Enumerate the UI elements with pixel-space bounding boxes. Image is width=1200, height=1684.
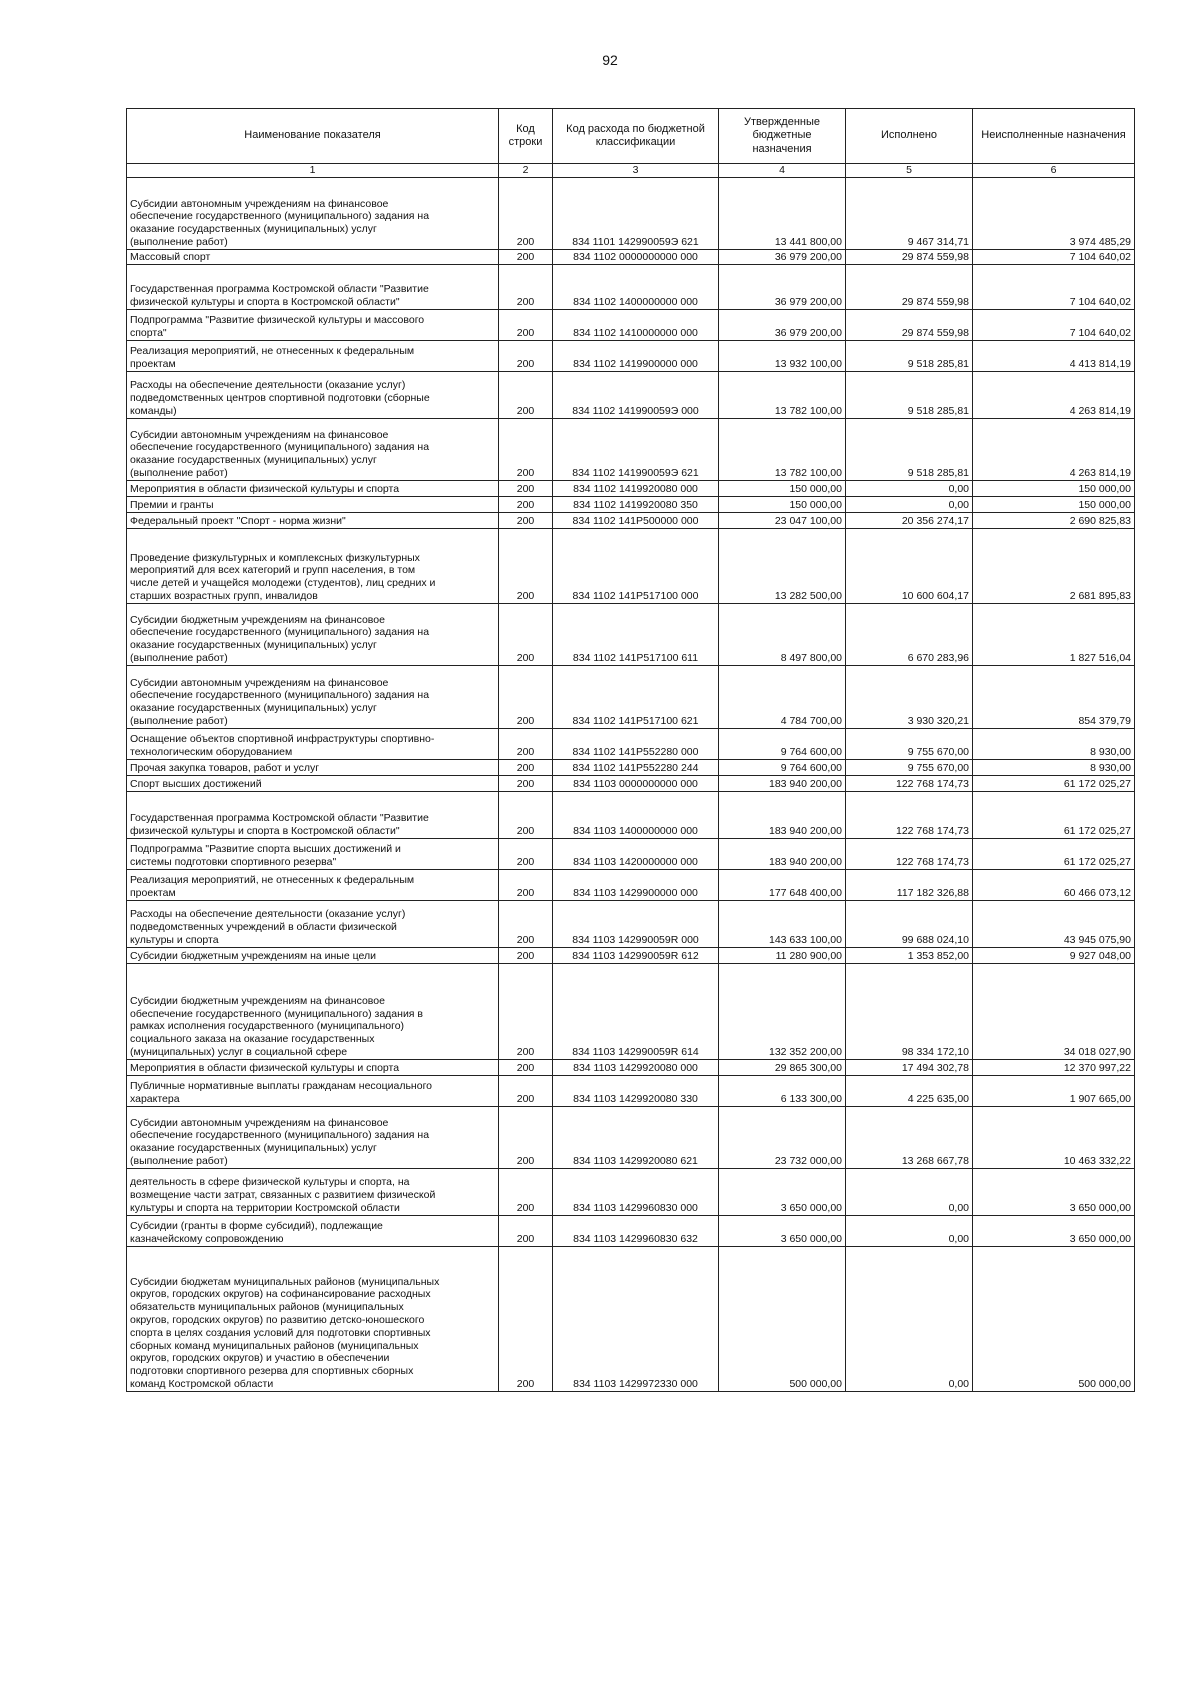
budget-code: 834 1102 141990059Э 000 xyxy=(553,371,719,418)
executed-amount: 98 334 172,10 xyxy=(846,963,973,1059)
table-row xyxy=(127,249,1135,264)
line-code: 200 xyxy=(499,900,553,947)
unexecuted-amount: 7 104 640,02 xyxy=(973,249,1135,264)
header-indicator-name: Наименование показателя xyxy=(127,109,499,164)
table-row xyxy=(127,603,1135,665)
indicator-name: Реализация мероприятий, не отнесенных к федеральным проектам xyxy=(127,340,499,371)
approved-amount: 36 979 200,00 xyxy=(719,309,846,340)
unexecuted-amount: 7 104 640,02 xyxy=(973,264,1135,309)
approved-amount: 29 865 300,00 xyxy=(719,1059,846,1075)
unexecuted-amount: 12 370 997,22 xyxy=(973,1059,1135,1075)
budget-code: 834 1103 1429960830 632 xyxy=(553,1215,719,1246)
budget-code: 834 1103 1429960830 000 xyxy=(553,1168,719,1215)
line-code: 200 xyxy=(499,963,553,1059)
column-number: 5 xyxy=(846,164,973,178)
indicator-name: Подпрограмма "Развитие спорта высших достижений и системы подготовки спортивного резерва" xyxy=(127,838,499,869)
indicator-name: Массовый спорт xyxy=(127,249,499,264)
table-row xyxy=(127,900,1135,947)
table-row xyxy=(127,177,1135,249)
unexecuted-amount: 61 172 025,27 xyxy=(973,791,1135,838)
unexecuted-amount: 1 827 516,04 xyxy=(973,603,1135,665)
table-row xyxy=(127,512,1135,528)
approved-amount: 11 280 900,00 xyxy=(719,947,846,963)
executed-amount: 99 688 024,10 xyxy=(846,900,973,947)
executed-amount: 3 930 320,21 xyxy=(846,665,973,728)
unexecuted-amount: 9 927 048,00 xyxy=(973,947,1135,963)
budget-code: 834 1102 141P552280 244 xyxy=(553,759,719,775)
line-code: 200 xyxy=(499,665,553,728)
table-row xyxy=(127,371,1135,418)
line-code: 200 xyxy=(499,603,553,665)
executed-amount: 122 768 174,73 xyxy=(846,775,973,791)
table-row xyxy=(127,665,1135,728)
line-code: 200 xyxy=(499,249,553,264)
budget-code: 834 1101 142990059Э 621 xyxy=(553,177,719,249)
header-unexecuted: Неисполненные назначения xyxy=(973,109,1135,164)
indicator-name: Расходы на обеспечение деятельности (оказание услуг) подведомственных учреждений в области физической культуры и спорта xyxy=(127,900,499,947)
approved-amount: 183 940 200,00 xyxy=(719,791,846,838)
unexecuted-amount: 854 379,79 xyxy=(973,665,1135,728)
budget-code: 834 1102 1410000000 000 xyxy=(553,309,719,340)
line-code: 200 xyxy=(499,177,553,249)
indicator-name: Расходы на обеспечение деятельности (оказание услуг) подведомственных центров спортивной подготовки (сборные команды) xyxy=(127,371,499,418)
unexecuted-amount: 61 172 025,27 xyxy=(973,838,1135,869)
budget-code: 834 1102 1419920080 350 xyxy=(553,496,719,512)
budget-code: 834 1102 1400000000 000 xyxy=(553,264,719,309)
budget-code: 834 1102 0000000000 000 xyxy=(553,249,719,264)
line-code: 200 xyxy=(499,1168,553,1215)
approved-amount: 13 782 100,00 xyxy=(719,371,846,418)
executed-amount: 17 494 302,78 xyxy=(846,1059,973,1075)
indicator-name: Субсидии бюджетным учреждениям на иные цели xyxy=(127,947,499,963)
unexecuted-amount: 43 945 075,90 xyxy=(973,900,1135,947)
table-row xyxy=(127,1075,1135,1106)
budget-code: 834 1103 1429920080 000 xyxy=(553,1059,719,1075)
table-row xyxy=(127,1106,1135,1168)
indicator-name: Премии и гранты xyxy=(127,496,499,512)
indicator-name: Подпрограмма "Развитие физической культуры и массового спорта" xyxy=(127,309,499,340)
unexecuted-amount: 500 000,00 xyxy=(973,1246,1135,1391)
executed-amount: 0,00 xyxy=(846,1168,973,1215)
executed-amount: 9 755 670,00 xyxy=(846,759,973,775)
approved-amount: 150 000,00 xyxy=(719,496,846,512)
approved-amount: 8 497 800,00 xyxy=(719,603,846,665)
header-budget-code: Код расхода по бюджетной классификации xyxy=(553,109,719,164)
table-row xyxy=(127,418,1135,480)
budget-code: 834 1102 1419920080 000 xyxy=(553,480,719,496)
line-code: 200 xyxy=(499,340,553,371)
indicator-name: Мероприятия в области физической культуры и спорта xyxy=(127,1059,499,1075)
unexecuted-amount: 61 172 025,27 xyxy=(973,775,1135,791)
table-row xyxy=(127,869,1135,900)
budget-code: 834 1103 1429920080 330 xyxy=(553,1075,719,1106)
executed-amount: 1 353 852,00 xyxy=(846,947,973,963)
executed-amount: 0,00 xyxy=(846,480,973,496)
executed-amount: 29 874 559,98 xyxy=(846,249,973,264)
table-row xyxy=(127,947,1135,963)
table-row xyxy=(127,759,1135,775)
unexecuted-amount: 2 690 825,83 xyxy=(973,512,1135,528)
line-code: 200 xyxy=(499,528,553,603)
unexecuted-amount: 8 930,00 xyxy=(973,728,1135,759)
approved-amount: 13 782 100,00 xyxy=(719,418,846,480)
indicator-name: Субсидии бюджетам муниципальных районов (муниципальных округов, городских округов) на софинансирование расходных обязательств муниципальных районов (муниципальных округов, городских округов) по развитию детско-юношеского спорта в целях создания условий для подготовки спортивных сборных команд муниципальных районов (муниципальных округов, городских округов) и участию в обеспечении подготовки спортивного резерва для спортивных сборных команд Костромской области xyxy=(127,1246,499,1391)
executed-amount: 4 225 635,00 xyxy=(846,1075,973,1106)
budget-code: 834 1102 141P500000 000 xyxy=(553,512,719,528)
executed-amount: 13 268 667,78 xyxy=(846,1106,973,1168)
executed-amount: 9 518 285,81 xyxy=(846,371,973,418)
approved-amount: 13 932 100,00 xyxy=(719,340,846,371)
executed-amount: 20 356 274,17 xyxy=(846,512,973,528)
indicator-name: Субсидии (гранты в форме субсидий), подлежащие казначейскому сопровождению xyxy=(127,1215,499,1246)
budget-code: 834 1102 141P552280 000 xyxy=(553,728,719,759)
budget-code: 834 1103 142990059R 000 xyxy=(553,900,719,947)
approved-amount: 6 133 300,00 xyxy=(719,1075,846,1106)
indicator-name: Проведение физкультурных и комплексных физкультурных мероприятий для всех категорий и групп населения, в том числе детей и учащейся молодежи (студентов), лиц средних и старших возрастных групп, инвалидов xyxy=(127,528,499,603)
indicator-name: деятельность в сфере физической культуры и спорта, на возмещение части затрат, связанных с развитием физической культуры и спорта на территории Костромской области xyxy=(127,1168,499,1215)
line-code: 200 xyxy=(499,480,553,496)
executed-amount: 117 182 326,88 xyxy=(846,869,973,900)
executed-amount: 9 518 285,81 xyxy=(846,418,973,480)
line-code: 200 xyxy=(499,728,553,759)
line-code: 200 xyxy=(499,264,553,309)
budget-code: 834 1103 1429972330 000 xyxy=(553,1246,719,1391)
unexecuted-amount: 150 000,00 xyxy=(973,496,1135,512)
line-code: 200 xyxy=(499,418,553,480)
approved-amount: 23 047 100,00 xyxy=(719,512,846,528)
table-row xyxy=(127,1168,1135,1215)
unexecuted-amount: 4 263 814,19 xyxy=(973,371,1135,418)
approved-amount: 13 282 500,00 xyxy=(719,528,846,603)
approved-amount: 3 650 000,00 xyxy=(719,1215,846,1246)
approved-amount: 183 940 200,00 xyxy=(719,775,846,791)
table-header-row xyxy=(127,109,1135,164)
table-row xyxy=(127,775,1135,791)
budget-code: 834 1103 0000000000 000 xyxy=(553,775,719,791)
table-body xyxy=(127,177,1135,1391)
budget-code: 834 1103 1420000000 000 xyxy=(553,838,719,869)
line-code: 200 xyxy=(499,1059,553,1075)
unexecuted-amount: 10 463 332,22 xyxy=(973,1106,1135,1168)
unexecuted-amount: 4 413 814,19 xyxy=(973,340,1135,371)
indicator-name: Субсидии автономным учреждениям на финансовое обеспечение государственного (муниципального) задания на оказание государственных (муниципальных) услуг (выполнение работ) xyxy=(127,177,499,249)
column-number: 2 xyxy=(499,164,553,178)
indicator-name: Прочая закупка товаров, работ и услуг xyxy=(127,759,499,775)
budget-code: 834 1103 1400000000 000 xyxy=(553,791,719,838)
unexecuted-amount: 7 104 640,02 xyxy=(973,309,1135,340)
line-code: 200 xyxy=(499,371,553,418)
line-code: 200 xyxy=(499,496,553,512)
header-line-code: Код строки xyxy=(499,109,553,164)
line-code: 200 xyxy=(499,309,553,340)
approved-amount: 500 000,00 xyxy=(719,1246,846,1391)
column-number-row xyxy=(127,164,1135,178)
executed-amount: 6 670 283,96 xyxy=(846,603,973,665)
table-row xyxy=(127,838,1135,869)
line-code: 200 xyxy=(499,1075,553,1106)
header-executed: Исполнено xyxy=(846,109,973,164)
table-row xyxy=(127,340,1135,371)
column-number: 6 xyxy=(973,164,1135,178)
unexecuted-amount: 34 018 027,90 xyxy=(973,963,1135,1059)
budget-execution-table xyxy=(126,108,1135,1392)
table-row xyxy=(127,480,1135,496)
indicator-name: Субсидии автономным учреждениям на финансовое обеспечение государственного (муниципального) задания на оказание государственных (муниципальных) услуг (выполнение работ) xyxy=(127,665,499,728)
line-code: 200 xyxy=(499,1215,553,1246)
line-code: 200 xyxy=(499,869,553,900)
indicator-name: Государственная программа Костромской области "Развитие физической культуры и спорта в Костромской области" xyxy=(127,264,499,309)
column-number: 3 xyxy=(553,164,719,178)
budget-code: 834 1102 141P517100 621 xyxy=(553,665,719,728)
approved-amount: 150 000,00 xyxy=(719,480,846,496)
unexecuted-amount: 2 681 895,83 xyxy=(973,528,1135,603)
table-row xyxy=(127,1215,1135,1246)
table-row xyxy=(127,496,1135,512)
approved-amount: 4 784 700,00 xyxy=(719,665,846,728)
executed-amount: 0,00 xyxy=(846,1215,973,1246)
unexecuted-amount: 3 974 485,29 xyxy=(973,177,1135,249)
unexecuted-amount: 1 907 665,00 xyxy=(973,1075,1135,1106)
executed-amount: 10 600 604,17 xyxy=(846,528,973,603)
executed-amount: 122 768 174,73 xyxy=(846,838,973,869)
line-code: 200 xyxy=(499,759,553,775)
approved-amount: 143 633 100,00 xyxy=(719,900,846,947)
approved-amount: 9 764 600,00 xyxy=(719,759,846,775)
unexecuted-amount: 150 000,00 xyxy=(973,480,1135,496)
table-row xyxy=(127,264,1135,309)
budget-code: 834 1103 1429920080 621 xyxy=(553,1106,719,1168)
budget-code: 834 1102 141P517100 611 xyxy=(553,603,719,665)
executed-amount: 29 874 559,98 xyxy=(846,309,973,340)
line-code: 200 xyxy=(499,1246,553,1391)
line-code: 200 xyxy=(499,791,553,838)
indicator-name: Оснащение объектов спортивной инфраструктуры спортивно- технологическим оборудованием xyxy=(127,728,499,759)
approved-amount: 177 648 400,00 xyxy=(719,869,846,900)
unexecuted-amount: 3 650 000,00 xyxy=(973,1168,1135,1215)
approved-amount: 3 650 000,00 xyxy=(719,1168,846,1215)
table-row xyxy=(127,1246,1135,1391)
executed-amount: 9 467 314,71 xyxy=(846,177,973,249)
page-number: 92 xyxy=(602,52,618,68)
budget-code: 834 1102 141990059Э 621 xyxy=(553,418,719,480)
unexecuted-amount: 8 930,00 xyxy=(973,759,1135,775)
indicator-name: Мероприятия в области физической культуры и спорта xyxy=(127,480,499,496)
unexecuted-amount: 60 466 073,12 xyxy=(973,869,1135,900)
indicator-name: Субсидии бюджетным учреждениям на финансовое обеспечение государственного (муниципального) задания на оказание государственных (муниципальных) услуг (выполнение работ) xyxy=(127,603,499,665)
line-code: 200 xyxy=(499,838,553,869)
indicator-name: Субсидии автономным учреждениям на финансовое обеспечение государственного (муниципального) задания на оказание государственных (муниципальных) услуг (выполнение работ) xyxy=(127,418,499,480)
column-number: 1 xyxy=(127,164,499,178)
budget-code: 834 1103 1429900000 000 xyxy=(553,869,719,900)
unexecuted-amount: 3 650 000,00 xyxy=(973,1215,1135,1246)
approved-amount: 36 979 200,00 xyxy=(719,249,846,264)
approved-amount: 183 940 200,00 xyxy=(719,838,846,869)
approved-amount: 36 979 200,00 xyxy=(719,264,846,309)
budget-code: 834 1102 1419900000 000 xyxy=(553,340,719,371)
executed-amount: 9 755 670,00 xyxy=(846,728,973,759)
table-row xyxy=(127,963,1135,1059)
unexecuted-amount: 4 263 814,19 xyxy=(973,418,1135,480)
indicator-name: Публичные нормативные выплаты гражданам несоциального характера xyxy=(127,1075,499,1106)
executed-amount: 0,00 xyxy=(846,1246,973,1391)
executed-amount: 122 768 174,73 xyxy=(846,791,973,838)
approved-amount: 132 352 200,00 xyxy=(719,963,846,1059)
executed-amount: 0,00 xyxy=(846,496,973,512)
table-row xyxy=(127,791,1135,838)
table-row xyxy=(127,1059,1135,1075)
indicator-name: Субсидии автономным учреждениям на финансовое обеспечение государственного (муниципального) задания на оказание государственных (муниципальных) услуг (выполнение работ) xyxy=(127,1106,499,1168)
indicator-name: Субсидии бюджетным учреждениям на финансовое обеспечение государственного (муниципального) задания в рамках исполнения государственного (муниципального) социального заказа на оказание государственных (муниципальных) услуг в социальной сфере xyxy=(127,963,499,1059)
indicator-name: Федеральный проект "Спорт - норма жизни" xyxy=(127,512,499,528)
line-code: 200 xyxy=(499,1106,553,1168)
budget-code: 834 1103 142990059R 614 xyxy=(553,963,719,1059)
indicator-name: Государственная программа Костромской области "Развитие физической культуры и спорта в Костромской области" xyxy=(127,791,499,838)
table-row xyxy=(127,528,1135,603)
budget-code: 834 1103 142990059R 612 xyxy=(553,947,719,963)
line-code: 200 xyxy=(499,512,553,528)
indicator-name: Спорт высших достижений xyxy=(127,775,499,791)
executed-amount: 9 518 285,81 xyxy=(846,340,973,371)
indicator-name: Реализация мероприятий, не отнесенных к федеральным проектам xyxy=(127,869,499,900)
table-row xyxy=(127,728,1135,759)
budget-code: 834 1102 141P517100 000 xyxy=(553,528,719,603)
line-code: 200 xyxy=(499,775,553,791)
table-row xyxy=(127,309,1135,340)
column-number: 4 xyxy=(719,164,846,178)
approved-amount: 23 732 000,00 xyxy=(719,1106,846,1168)
header-approved: Утвержденные бюджетные назначения xyxy=(719,109,846,164)
executed-amount: 29 874 559,98 xyxy=(846,264,973,309)
approved-amount: 13 441 800,00 xyxy=(719,177,846,249)
line-code: 200 xyxy=(499,947,553,963)
approved-amount: 9 764 600,00 xyxy=(719,728,846,759)
